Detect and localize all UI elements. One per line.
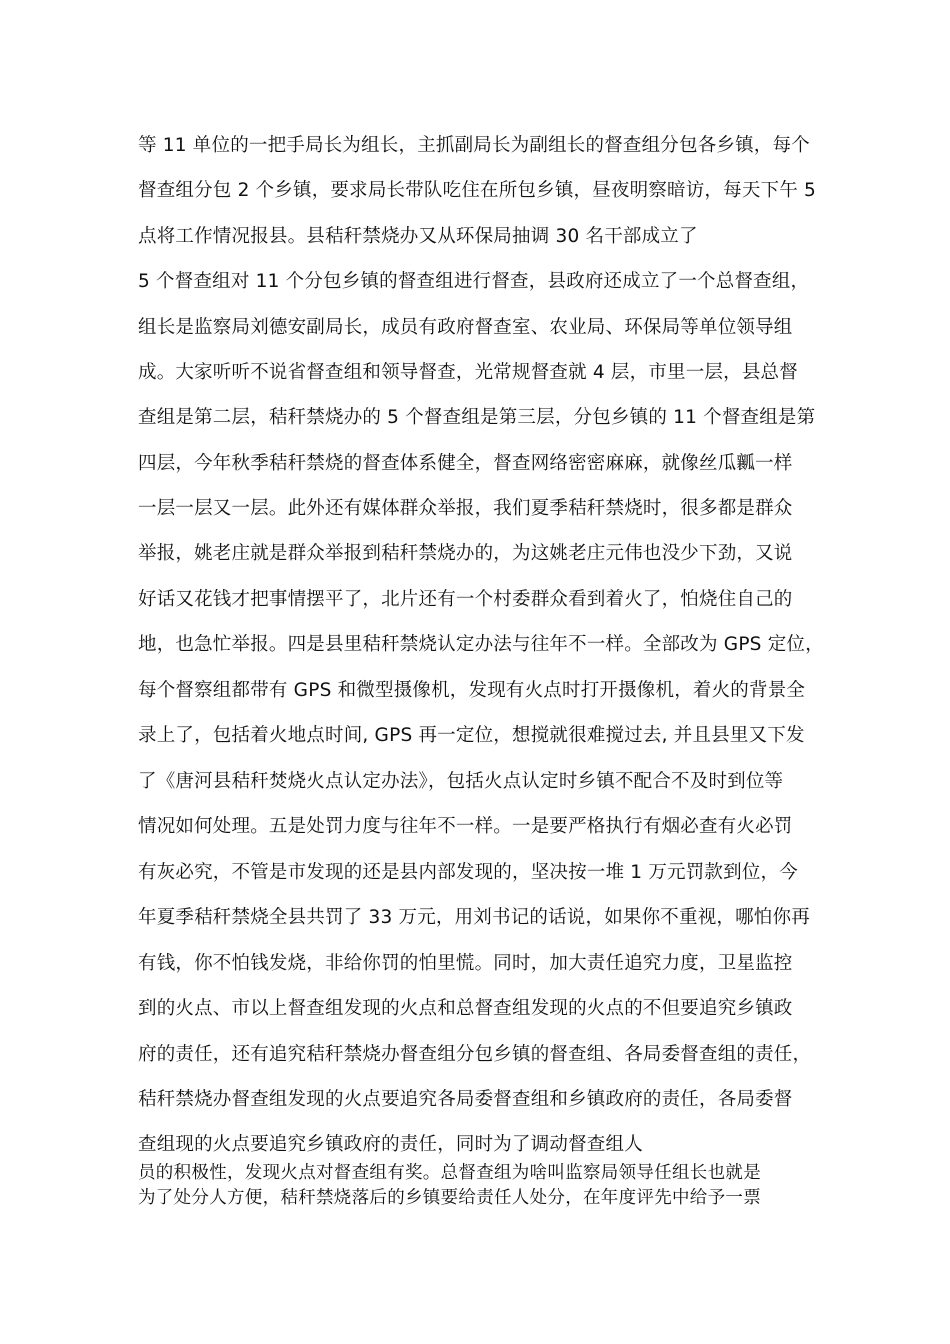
text-line: 查组是第二层，秸秆禁烧办的 5 个督查组是第三层，分包乡镇的 11 个督查组是第 (138, 407, 816, 428)
text-line: 情况如何处理。五是处罚力度与往年不一样。一是要严格执行有烟必查有火必罚 (138, 816, 793, 837)
text-line: 督查组分包 2 个乡镇，要求局长带队吃住在所包乡镇，昼夜明察暗访，每天下午 5 (138, 180, 816, 201)
text-line: 成。大家听听不说省督查组和领导督查，光常规督查就 4 层，市里一层，县总督 (138, 362, 798, 383)
text-line: 举报，姚老庄就是群众举报到秸秆禁烧办的，为这姚老庄元伟也没少下劲，又说 (138, 543, 793, 564)
text-line: 到的火点、市以上督查组发现的火点和总督查组发现的火点的不但要追究乡镇政 (138, 998, 793, 1019)
text-line: 5 个督查组对 11 个分包乡镇的督查组进行督查，县政府还成立了一个总督查组， (138, 271, 810, 292)
text-line: 了《唐河县秸秆焚烧火点认定办法》，包括火点认定时乡镇不配合不及时到位等 (138, 771, 784, 792)
text-line: 地，也急忙举报。四是县里秸秆禁烧认定办法与往年不一样。全部改为 GPS 定位， (138, 634, 824, 655)
text-line: 录上了，包括着火地点时间, GPS 再一定位，想搅就很难搅过去, 并且县里又下发 (138, 725, 805, 746)
text-line: 点将工作情况报县。县秸秆禁烧办又从环保局抽调 30 名干部成立了 (138, 226, 698, 247)
text-line: 府的责任，还有追究秸秆禁烧办督查组分包乡镇的督查组、各局委督查组的责任， (138, 1044, 812, 1065)
text-line: 秸秆禁烧办督查组发现的火点要追究各局委督查组和乡镇政府的责任，各局委督 (138, 1089, 793, 1110)
text-line: 四层，今年秋季秸秆禁烧的督查体系健全，督查网络密密麻麻，就像丝瓜瓤一样 (138, 453, 793, 474)
text-line: 有钱，你不怕钱发烧，非给你罚的怕里慌。同时，加大责任追究力度，卫星监控 (138, 953, 793, 974)
text-line: 年夏季秸秆禁烧全县共罚了 33 万元，用刘书记的话说，如果你不重视，哪怕你再 (138, 907, 810, 928)
text-line: 好话又花钱才把事情摆平了，北片还有一个村委群众看到着火了，怕烧住自己的 (138, 589, 793, 610)
text-line: 每个督察组都带有 GPS 和微型摄像机，发现有火点时打开摄像机，着火的背景全 (138, 680, 806, 701)
text-line: 等 11 单位的一把手局长为组长，主抓副局长为副组长的督查组分包各乡镇，每个 (138, 135, 810, 156)
text-line: 为了处分人方便，秸秆禁烧落后的乡镇要给责任人处分，在年度评先中给予一票 (138, 1188, 761, 1208)
text-line: 员的积极性，发现火点对督查组有奖。总督查组为啥叫监察局领导任组长也就是 (138, 1163, 761, 1183)
text-line: 一层一层又一层。此外还有媒体群众举报，我们夏季秸秆禁烧时，很多都是群众 (138, 498, 793, 519)
text-line: 查组现的火点要追究乡镇政府的责任，同时为了调动督查组人 (138, 1134, 643, 1155)
text-line: 组长是监察局刘德安副局长，成员有政府督查室、农业局、环保局等单位领导组 (138, 317, 793, 338)
text-line: 有灰必究，不管是市发现的还是县内部发现的，坚决按一堆 1 万元罚款到位，今 (138, 862, 798, 883)
